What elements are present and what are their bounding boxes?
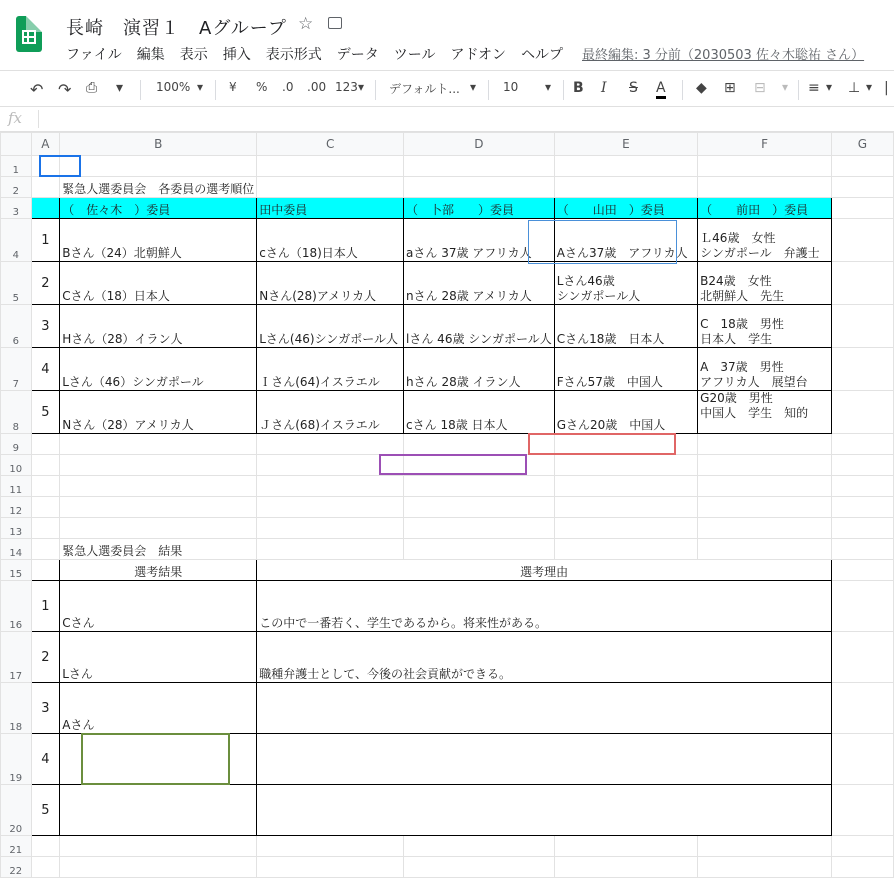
cell-b5[interactable]: Cさん（18）日本人 — [60, 262, 257, 305]
cell[interactable] — [831, 219, 893, 262]
cell-a16[interactable]: 1 — [31, 581, 60, 632]
cell[interactable] — [404, 455, 555, 476]
cell[interactable] — [31, 836, 60, 857]
row-header[interactable]: 7 — [1, 348, 32, 391]
cell-c16[interactable]: この中で一番若く、学生であるから。将来性がある。 — [257, 581, 832, 632]
zoom-select[interactable]: 100% — [156, 80, 191, 94]
cell[interactable] — [831, 857, 893, 878]
cell[interactable] — [831, 497, 893, 518]
cell[interactable] — [831, 581, 893, 632]
row-header[interactable]: 4 — [1, 219, 32, 262]
cell-c3[interactable]: 田中委員 — [257, 198, 404, 219]
cell[interactable] — [31, 455, 60, 476]
cell[interactable] — [31, 497, 60, 518]
cell[interactable] — [31, 539, 60, 560]
strikethrough-button[interactable]: S — [629, 80, 638, 96]
cell-e3[interactable]: （ 山田 ）委員 — [554, 198, 697, 219]
column-header-d[interactable]: D — [404, 133, 555, 156]
increase-decimal-button[interactable]: .00 — [307, 80, 327, 94]
cell-line: C 18歳 男性 — [700, 317, 784, 331]
cell[interactable] — [257, 177, 404, 198]
cell[interactable] — [404, 539, 555, 560]
cell-d7[interactable]: hさん 28歳 イラン人 — [404, 348, 555, 391]
star-icon[interactable]: ☆ — [298, 14, 314, 34]
cell[interactable] — [60, 156, 257, 177]
row-header[interactable]: 9 — [1, 434, 32, 455]
cell[interactable] — [31, 434, 60, 455]
move-to-folder-icon[interactable] — [328, 17, 342, 29]
formula-bar — [0, 107, 894, 132]
cell[interactable] — [60, 836, 257, 857]
corner-cell[interactable] — [1, 133, 32, 156]
spreadsheet-grid — [0, 132, 894, 877]
cell-c20[interactable] — [257, 785, 832, 836]
row-header[interactable]: 2 — [1, 177, 32, 198]
cell-line: B24歳 女性 — [700, 274, 772, 288]
menu-data[interactable]: データ — [336, 47, 379, 63]
cell[interactable] — [554, 455, 697, 476]
print-icon[interactable]: ⎙ — [86, 80, 98, 96]
cell-a7[interactable]: 4 — [31, 348, 60, 391]
cell[interactable] — [698, 857, 832, 878]
row-header[interactable]: 22 — [1, 857, 32, 878]
cell-b7[interactable]: Lさん（46）シンガポール — [60, 348, 257, 391]
cell[interactable] — [31, 476, 60, 497]
cell-a17[interactable]: 2 — [31, 632, 60, 683]
cell[interactable] — [831, 177, 893, 198]
cell-line: 日本人 学生 — [700, 332, 773, 346]
cell-f5[interactable] — [698, 262, 832, 305]
cell[interactable] — [554, 518, 697, 539]
row-header[interactable]: 12 — [1, 497, 32, 518]
cell[interactable] — [831, 434, 893, 455]
row-header[interactable]: 17 — [1, 632, 32, 683]
row-header[interactable]: 14 — [1, 539, 32, 560]
fill-color-icon[interactable]: ◆ — [696, 80, 707, 96]
row-header[interactable]: 15 — [1, 560, 32, 581]
cell-c19[interactable] — [257, 734, 832, 785]
cell[interactable] — [831, 734, 893, 785]
toolbar — [0, 70, 894, 107]
cell[interactable] — [60, 476, 257, 497]
italic-button[interactable]: I — [601, 80, 607, 96]
cell-a5[interactable]: 2 — [31, 262, 60, 305]
cell[interactable] — [831, 305, 893, 348]
cell-table — [0, 132, 894, 878]
font-size-select[interactable]: 10 — [503, 80, 519, 94]
cell-a20[interactable]: 5 — [31, 785, 60, 836]
sheets-logo-icon[interactable] — [16, 16, 42, 52]
cell-line: Ｌ46歳 女性 — [700, 231, 776, 245]
cell-d5[interactable]: nさん 28歳 アメリカ人 — [404, 262, 555, 305]
cell[interactable] — [404, 518, 555, 539]
cell-c8[interactable]: Ｊさん(68)イスラエル — [257, 391, 404, 434]
cell[interactable] — [257, 434, 404, 455]
merge-cells-icon[interactable]: ⊟ — [754, 80, 766, 96]
cell-f8[interactable] — [698, 391, 832, 434]
cell[interactable] — [257, 497, 404, 518]
cell[interactable] — [831, 348, 893, 391]
cell[interactable] — [698, 518, 832, 539]
cell[interactable] — [698, 476, 832, 497]
cell-c18[interactable] — [257, 683, 832, 734]
cell[interactable] — [257, 836, 404, 857]
undo-icon[interactable]: ↶ — [30, 80, 44, 99]
cell-line: G20歳 男性 — [700, 391, 773, 405]
cell-d8[interactable]: cさん 18歳 日本人 — [404, 391, 555, 434]
chevron-down-icon[interactable]: ▾ — [358, 80, 365, 94]
cell[interactable] — [831, 455, 893, 476]
decrease-decimal-button[interactable]: .0 — [282, 80, 294, 94]
cell[interactable] — [60, 857, 257, 878]
last-edit-link[interactable]: 最終編集: 3 分前（2030503 佐々木聡祐 さん） — [582, 48, 865, 63]
cell-f6[interactable] — [698, 305, 832, 348]
cell[interactable] — [257, 539, 404, 560]
cell-c15[interactable]: 選考理由 — [257, 560, 832, 581]
cell[interactable] — [31, 518, 60, 539]
cell-c17[interactable]: 職種弁護士として、今後の社会貢献ができる。 — [257, 632, 832, 683]
column-header-a[interactable]: A — [31, 133, 60, 156]
cell[interactable] — [60, 518, 257, 539]
cell-a6[interactable]: 3 — [31, 305, 60, 348]
cell[interactable] — [554, 177, 697, 198]
row-header[interactable]: 18 — [1, 683, 32, 734]
chevron-down-icon[interactable]: ▾ — [826, 80, 833, 94]
cell[interactable] — [831, 262, 893, 305]
cell[interactable] — [831, 391, 893, 434]
cell[interactable] — [404, 156, 555, 177]
cell-d6[interactable]: lさん 46歳 シンガポール人 — [404, 305, 555, 348]
cell-e5[interactable] — [554, 262, 697, 305]
cell[interactable] — [60, 434, 257, 455]
cell[interactable] — [404, 497, 555, 518]
cell-line: 北朝鮮人 先生 — [700, 289, 785, 303]
cell[interactable] — [698, 434, 832, 455]
cell[interactable] — [698, 156, 832, 177]
column-header-c[interactable]: C — [257, 133, 404, 156]
cell-line: A 37歳 男性 — [700, 360, 784, 374]
borders-icon[interactable]: ⊞ — [724, 80, 736, 96]
column-header-b[interactable]: B — [60, 133, 257, 156]
cell[interactable] — [554, 434, 697, 455]
cell-b15[interactable]: 選考結果 — [60, 560, 257, 581]
cell-b14[interactable]: 緊急人選委員会 結果 — [60, 539, 257, 560]
cell-a4[interactable]: 1 — [31, 219, 60, 262]
row-header[interactable]: 13 — [1, 518, 32, 539]
cell-e8[interactable]: Gさん20歳 中国人 — [554, 391, 697, 434]
chevron-down-icon[interactable]: ▾ — [545, 80, 552, 94]
cell[interactable] — [831, 198, 893, 219]
cell[interactable] — [698, 836, 832, 857]
paint-format-icon[interactable]: ▾ — [116, 80, 124, 96]
text-wrap-icon[interactable]: | — [884, 80, 889, 96]
cell[interactable] — [831, 785, 893, 836]
cell-b17[interactable]: Lさん — [60, 632, 257, 683]
row-header[interactable]: 19 — [1, 734, 32, 785]
row-header[interactable]: 21 — [1, 836, 32, 857]
cell-b4[interactable]: Bさん（24）北朝鮮人 — [60, 219, 257, 262]
menu-tools[interactable]: ツール — [393, 47, 436, 63]
menu-format[interactable]: 表示形式 — [265, 47, 322, 63]
chevron-down-icon[interactable]: ▾ — [470, 80, 477, 94]
menu-insert[interactable]: 挿入 — [222, 47, 251, 63]
currency-button[interactable]: ¥ — [229, 80, 237, 94]
cell[interactable] — [404, 177, 555, 198]
cell-f3[interactable]: （ 前田 ）委員 — [698, 198, 832, 219]
cell-b19[interactable] — [60, 734, 257, 785]
cell-c6[interactable]: Lさん(46)シンガポール人 — [257, 305, 404, 348]
cell[interactable] — [698, 539, 832, 560]
percent-button[interactable]: % — [256, 80, 268, 94]
cell[interactable] — [831, 476, 893, 497]
cell-b8[interactable]: Nさん（28）アメリカ人 — [60, 391, 257, 434]
vertical-align-icon[interactable]: ⊥ — [848, 80, 861, 96]
redo-icon[interactable]: ↷ — [58, 80, 72, 99]
cell-c4[interactable]: cさん（18)日本人 — [257, 219, 404, 262]
row-header[interactable]: 6 — [1, 305, 32, 348]
cell-line: アフリカ人 展望台 — [700, 375, 808, 389]
cell-line: シンガポール人 — [556, 289, 641, 303]
chevron-down-icon[interactable]: ▾ — [866, 80, 873, 94]
app-header — [0, 0, 894, 70]
cell-f4[interactable] — [698, 219, 832, 262]
menu-bar — [66, 44, 578, 64]
cell[interactable] — [404, 434, 555, 455]
cell[interactable] — [831, 539, 893, 560]
cell[interactable] — [698, 455, 832, 476]
cell-c5[interactable]: Nさん(28)アメリカ人 — [257, 262, 404, 305]
more-formats-button[interactable]: 123 — [335, 80, 358, 94]
cell-b16[interactable]: Cさん — [60, 581, 257, 632]
cell[interactable] — [831, 683, 893, 734]
cell-e7[interactable]: Fさん57歳 中国人 — [554, 348, 697, 391]
row-header[interactable]: 20 — [1, 785, 32, 836]
cell[interactable] — [31, 857, 60, 878]
row-header[interactable]: 10 — [1, 455, 32, 476]
cell[interactable] — [257, 857, 404, 878]
cell[interactable] — [404, 857, 555, 878]
cell-d3[interactable]: （ 卜部 ）委員 — [404, 198, 555, 219]
cell-a18[interactable]: 3 — [31, 683, 60, 734]
cell-b18[interactable]: Aさん — [60, 683, 257, 734]
cell[interactable] — [831, 156, 893, 177]
cell[interactable] — [554, 857, 697, 878]
cell[interactable] — [31, 198, 60, 219]
cell[interactable] — [257, 518, 404, 539]
row-header[interactable]: 8 — [1, 391, 32, 434]
text-color-button[interactable]: A — [656, 80, 666, 99]
cell-a19[interactable]: 4 — [31, 734, 60, 785]
align-left-icon[interactable]: ≡ — [808, 80, 820, 96]
cell-a8[interactable]: 5 — [31, 391, 60, 434]
bold-button[interactable]: B — [573, 80, 584, 96]
chevron-down-icon[interactable]: ▾ — [782, 80, 789, 94]
cell-f7[interactable] — [698, 348, 832, 391]
row-header[interactable]: 11 — [1, 476, 32, 497]
cell-line: Lさん46歳 — [556, 274, 615, 288]
cell[interactable] — [698, 497, 832, 518]
menu-addons[interactable]: アドオン — [450, 47, 507, 63]
cell[interactable] — [60, 455, 257, 476]
cell[interactable] — [404, 476, 555, 497]
cell[interactable] — [554, 836, 697, 857]
cell[interactable] — [257, 455, 404, 476]
cell-a1[interactable] — [31, 156, 60, 177]
cell[interactable] — [404, 836, 555, 857]
cell-d4[interactable]: aさん 37歳 アフリカ人 — [404, 219, 555, 262]
cell-line: シンガポール 弁護士 — [700, 246, 820, 260]
cell[interactable] — [554, 497, 697, 518]
cell[interactable] — [831, 518, 893, 539]
menu-view[interactable]: 表示 — [179, 47, 208, 63]
cell-e6[interactable]: Cさん18歳 日本人 — [554, 305, 697, 348]
cell-c7[interactable]: Ｉさん(64)イスラエル — [257, 348, 404, 391]
row-header[interactable]: 3 — [1, 198, 32, 219]
cell[interactable] — [31, 560, 60, 581]
row-header[interactable]: 16 — [1, 581, 32, 632]
chevron-down-icon[interactable]: ▾ — [197, 80, 204, 94]
column-header-g[interactable]: G — [831, 133, 893, 156]
cell[interactable] — [60, 497, 257, 518]
cell[interactable] — [698, 177, 832, 198]
cell[interactable] — [831, 560, 893, 581]
menu-edit[interactable]: 編集 — [136, 47, 165, 63]
row-header[interactable]: 1 — [1, 156, 32, 177]
cell[interactable] — [831, 836, 893, 857]
menu-help[interactable]: ヘルプ — [521, 47, 564, 63]
cell[interactable] — [31, 177, 60, 198]
font-select[interactable]: デフォルト... — [389, 82, 460, 96]
cell[interactable] — [257, 476, 404, 497]
column-header-f[interactable]: F — [698, 133, 832, 156]
fx-icon: fx — [8, 109, 23, 127]
cell-b3[interactable]: （ 佐々木 ）委員 — [60, 198, 257, 219]
cell-b6[interactable]: Hさん（28）イラン人 — [60, 305, 257, 348]
cell[interactable] — [257, 156, 404, 177]
row-header[interactable]: 5 — [1, 262, 32, 305]
cell[interactable] — [554, 476, 697, 497]
cell[interactable] — [554, 156, 697, 177]
cell-b2[interactable]: 緊急人選委員会 各委員の選考順位 — [60, 177, 257, 198]
document-title[interactable]: 長崎 演習１ Aグループ — [66, 18, 287, 39]
cell-line: 中国人 学生 知的 — [700, 406, 809, 420]
cell[interactable] — [831, 632, 893, 683]
cell[interactable] — [554, 539, 697, 560]
cell-e4[interactable]: Aさん37歳 アフリカ人 — [554, 219, 697, 262]
menu-file[interactable]: ファイル — [66, 47, 122, 63]
cell-b20[interactable] — [60, 785, 257, 836]
column-header-e[interactable]: E — [554, 133, 697, 156]
